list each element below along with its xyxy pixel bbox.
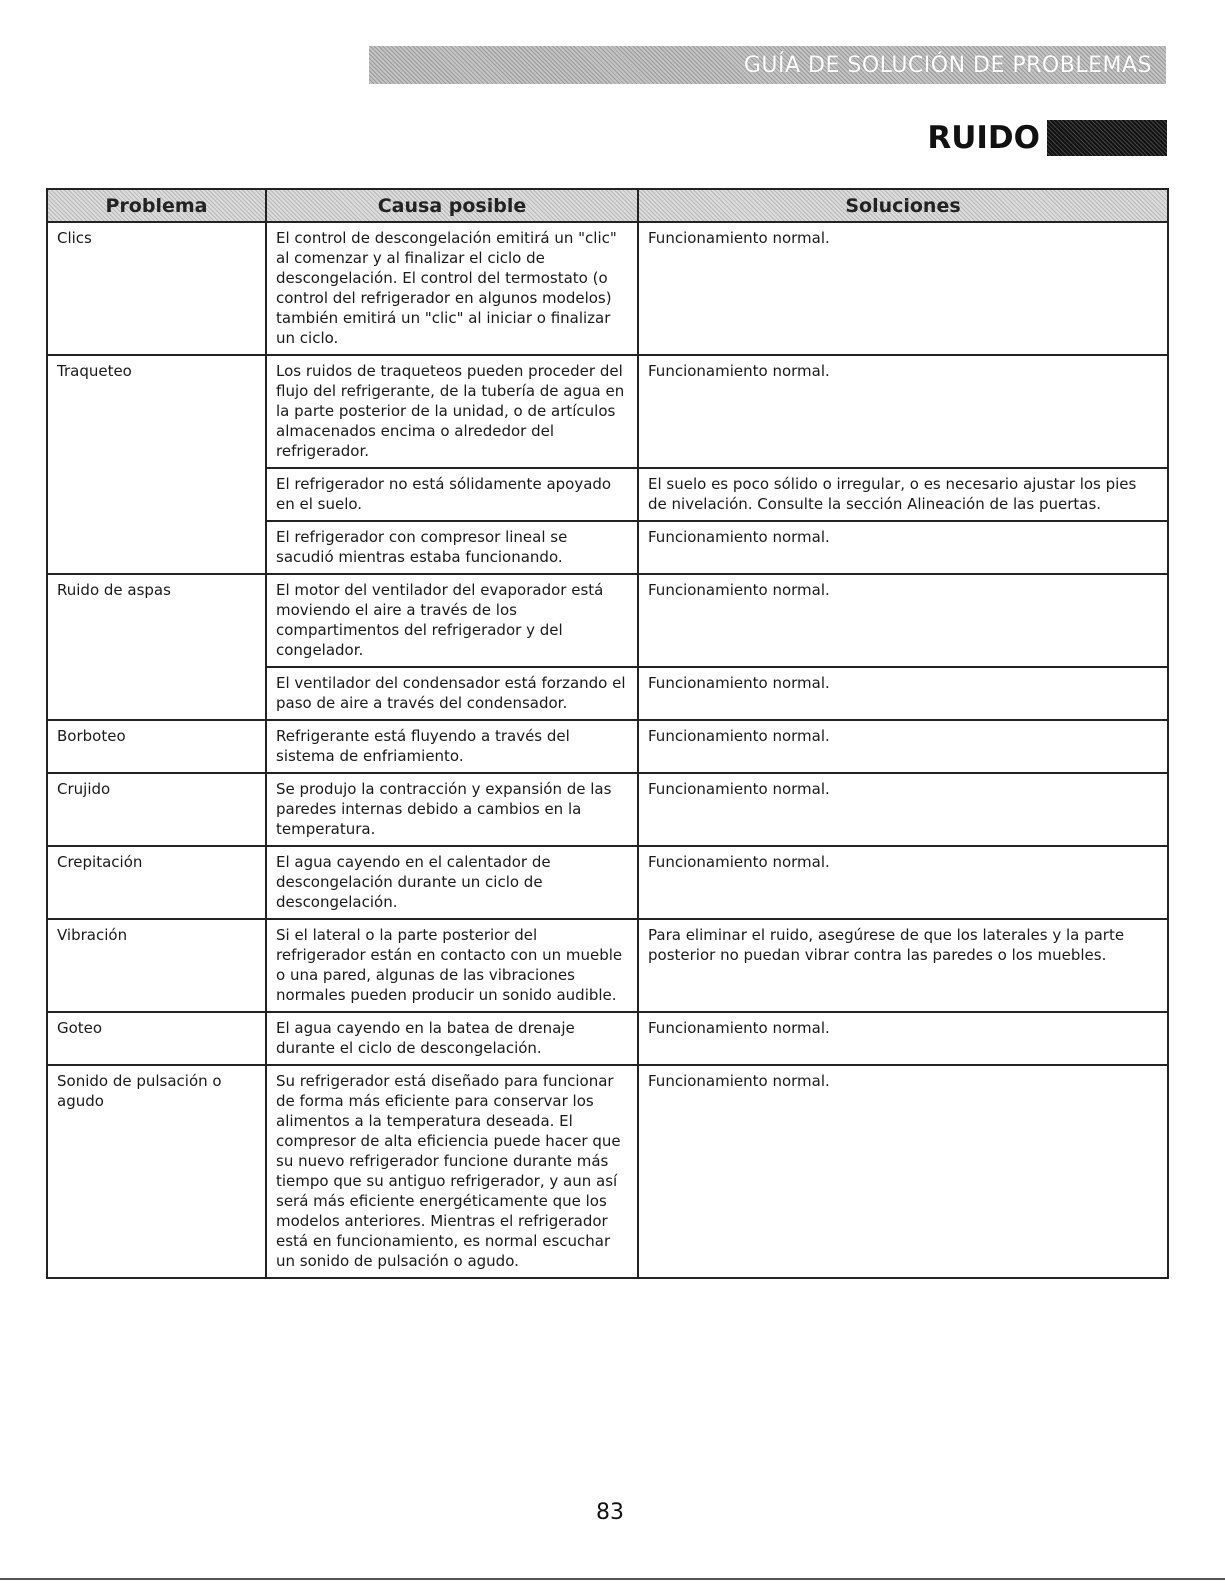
problem-cell: Borboteo xyxy=(47,720,266,773)
cause-cell: Refrigerante está fluyendo a través del sistema de enfriamiento. xyxy=(266,720,638,773)
solution-cell: Funcionamiento normal. xyxy=(638,1065,1168,1278)
column-header-problem: Problema xyxy=(47,189,266,222)
cause-cell: El motor del ventilador del evaporador está moviendo el aire a través de los compartimentos del refrigerador y del congelador. xyxy=(266,574,638,667)
banner-title: GUÍA DE SOLUCIÓN DE PROBLEMAS xyxy=(743,52,1152,78)
problem-cell: Ruido de aspas xyxy=(47,574,266,720)
cause-cell: El refrigerador no está sólidamente apoyado en el suelo. xyxy=(266,468,638,521)
table-row xyxy=(47,1012,1168,1065)
table-row xyxy=(47,919,1168,1012)
table-row xyxy=(47,846,1168,919)
table-row xyxy=(47,1065,1168,1278)
solution-cell: Funcionamiento normal. xyxy=(638,667,1168,720)
table-row xyxy=(47,773,1168,846)
problem-cell: Goteo xyxy=(47,1012,266,1065)
solution-cell: El suelo es poco sólido o irregular, o es necesario ajustar los pies de nivelación. Consulte la sección Alineación de las puertas. xyxy=(638,468,1168,521)
cause-cell: El agua cayendo en la batea de drenaje durante el ciclo de descongelación. xyxy=(266,1012,638,1065)
bottom-divider xyxy=(0,1578,1225,1580)
cause-cell: Los ruidos de traqueteos pueden proceder del flujo del refrigerante, de la tubería de agua en la parte posterior de la unidad, o de artículos almacenados encima o alrededor del refrigerador. xyxy=(266,355,638,468)
solution-cell: Funcionamiento normal. xyxy=(638,773,1168,846)
table-row xyxy=(47,720,1168,773)
header-banner xyxy=(369,46,1166,84)
cause-cell: Se produjo la contracción y expansión de las paredes internas debido a cambios en la temperatura. xyxy=(266,773,638,846)
solution-cell: Funcionamiento normal. xyxy=(638,222,1168,355)
table-header-row xyxy=(47,189,1168,222)
section-title: RUIDO xyxy=(927,120,1040,156)
section-title-block xyxy=(1047,120,1167,156)
cause-cell: Su refrigerador está diseñado para funcionar de forma más eficiente para conservar los alimentos a la temperatura deseada. El compresor de alta eficiencia puede hacer que su nuevo refrigerador funcione durante más tiempo que su antiguo refrigerador, y aun así será más eficiente energéticamente que los modelos anteriores. Mientras el refrigerador está en funcionamiento, es normal escuchar un sonido de pulsación o agudo. xyxy=(266,1065,638,1278)
table-row xyxy=(47,574,1168,667)
cause-cell: Si el lateral o la parte posterior del refrigerador están en contacto con un mueble o una pared, algunas de las vibraciones normales pueden producir un sonido audible. xyxy=(266,919,638,1012)
solution-cell: Funcionamiento normal. xyxy=(638,355,1168,468)
page-number: 83 xyxy=(596,1500,624,1525)
cause-cell: El refrigerador con compresor lineal se sacudió mientras estaba funcionando. xyxy=(266,521,638,574)
problem-cell: Clics xyxy=(47,222,266,355)
cause-cell: El ventilador del condensador está forzando el paso de aire a través del condensador. xyxy=(266,667,638,720)
problem-cell: Sonido de pulsación o agudo xyxy=(47,1065,266,1278)
column-header-solutions: Soluciones xyxy=(638,189,1168,222)
problem-cell: Crujido xyxy=(47,773,266,846)
solution-cell: Funcionamiento normal. xyxy=(638,574,1168,667)
solution-cell: Funcionamiento normal. xyxy=(638,846,1168,919)
solution-cell: Funcionamiento normal. xyxy=(638,720,1168,773)
table-row xyxy=(47,355,1168,468)
problem-cell: Vibración xyxy=(47,919,266,1012)
column-header-cause: Causa posible xyxy=(266,189,638,222)
table-row xyxy=(47,222,1168,355)
cause-cell: El agua cayendo en el calentador de descongelación durante un ciclo de descongelación. xyxy=(266,846,638,919)
solution-cell: Para eliminar el ruido, asegúrese de que los laterales y la parte posterior no puedan vibrar contra las paredes o los muebles. xyxy=(638,919,1168,1012)
solution-cell: Funcionamiento normal. xyxy=(638,1012,1168,1065)
problem-cell: Crepitación xyxy=(47,846,266,919)
troubleshooting-table xyxy=(46,188,1169,1279)
problem-cell: Traqueteo xyxy=(47,355,266,574)
cause-cell: El control de descongelación emitirá un "clic" al comenzar y al finalizar el ciclo de descongelación. El control del termostato (o control del refrigerador en algunos modelos) también emitirá un "clic" al iniciar o finalizar un ciclo. xyxy=(266,222,638,355)
solution-cell: Funcionamiento normal. xyxy=(638,521,1168,574)
